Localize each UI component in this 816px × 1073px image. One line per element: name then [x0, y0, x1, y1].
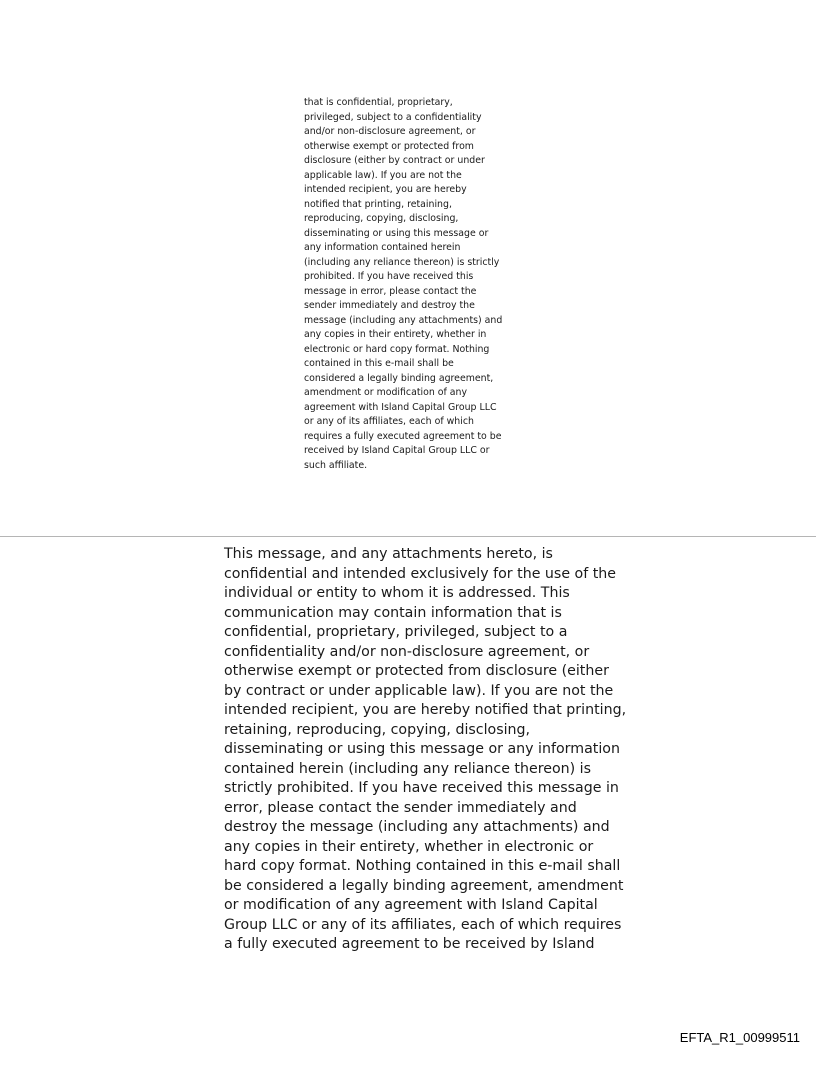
large-disclaimer-line: otherwise exempt or protected from disclosure (either	[224, 663, 609, 679]
large-disclaimer-line: destroy the message (including any attachments) and	[224, 819, 610, 835]
small-disclaimer-line: notified that printing, retaining,	[304, 198, 452, 210]
large-disclaimer-line: error, please contact the sender immediately and	[224, 799, 577, 816]
small-disclaimer-line: prohibited. If you have received this	[304, 271, 474, 282]
small-disclaimer-line: electronic or hard copy format. Nothing	[304, 343, 490, 355]
small-disclaimer-line: any information contained herein	[304, 242, 461, 253]
large-disclaimer-line: by contract or under applicable law). If you are not the	[224, 682, 614, 699]
large-disclaimer-line: confidentiality and/or non-disclosure agreement, or	[224, 643, 590, 660]
small-disclaimer-line: or any of its affiliates, each of which	[304, 416, 474, 427]
large-disclaimer-line: hard copy format. Nothing contained in this e-mail shall	[224, 858, 621, 874]
small-disclaimer-line: (including any reliance thereon) is strictly	[304, 256, 500, 268]
small-disclaimer-line: otherwise exempt or protected from	[304, 140, 474, 152]
large-disclaimer-text	[224, 545, 627, 955]
small-disclaimer-line: reproducing, copying, disclosing,	[304, 213, 459, 224]
large-disclaimer-line: strictly prohibited. If you have received this message in	[224, 780, 619, 796]
large-disclaimer-line: intended recipient, you are hereby notified that printing,	[224, 702, 627, 718]
large-disclaimer-line: individual or entity to whom it is addressed. This	[224, 585, 570, 601]
large-disclaimer-line: any copies in their entirety, whether in electronic or	[224, 838, 594, 855]
large-disclaimer-line: contained herein (including any reliance thereon) is	[224, 760, 592, 777]
large-disclaimer-line: retaining, reproducing, copying, disclosing,	[224, 721, 531, 738]
large-disclaimer-line: This message, and any attachments hereto, is	[224, 546, 553, 562]
small-disclaimer-text	[304, 96, 518, 473]
small-disclaimer-line: applicable law). If you are not the	[304, 169, 462, 181]
small-disclaimer-line: message (including any attachments) and	[304, 314, 503, 326]
small-disclaimer-line: considered a legally binding agreement,	[304, 372, 494, 384]
small-disclaimer-line: any copies in their entirety, whether in	[304, 329, 487, 340]
small-disclaimer-line: amendment or modification of any	[304, 387, 468, 398]
small-disclaimer-line: sender immediately and destroy the	[304, 300, 475, 311]
small-disclaimer-line: and/or non-disclosure agreement, or	[304, 126, 476, 137]
large-disclaimer-line: confidential, proprietary, privileged, subject to a	[224, 624, 568, 640]
large-disclaimer-line: or modification of any agreement with Island Capital	[224, 897, 598, 913]
large-disclaimer-line: be considered a legally binding agreement, amendment	[224, 877, 624, 894]
large-disclaimer-line: communication may contain information that is	[224, 604, 562, 621]
large-disclaimer-line: a fully executed agreement to be received by Island	[224, 936, 595, 952]
small-disclaimer-line: privileged, subject to a confidentiality	[304, 111, 482, 123]
section-divider	[0, 536, 816, 537]
small-disclaimer-line: such affiliate.	[304, 459, 368, 471]
large-disclaimer-line: Group LLC or any of its affiliates, each of which requires	[224, 916, 622, 933]
small-disclaimer-line: requires a fully executed agreement to be	[304, 430, 502, 442]
small-disclaimer-line: intended recipient, you are hereby	[304, 184, 467, 195]
small-disclaimer-line: that is confidential, proprietary,	[304, 97, 453, 108]
large-disclaimer-line: confidential and intended exclusively for the use of the	[224, 565, 617, 582]
small-disclaimer-line: agreement with Island Capital Group LLC	[304, 401, 497, 413]
large-disclaimer-line: disseminating or using this message or any information	[224, 741, 620, 757]
small-disclaimer-line: disclosure (either by contract or under	[304, 155, 485, 166]
document-id-footer: EFTA_R1_00999511	[679, 1030, 800, 1045]
small-disclaimer-line: contained in this e-mail shall be	[304, 358, 454, 369]
small-disclaimer-line: received by Island Capital Group LLC or	[304, 445, 490, 456]
small-disclaimer-line: message in error, please contact the	[304, 285, 477, 297]
small-disclaimer-line: disseminating or using this message or	[304, 227, 489, 239]
